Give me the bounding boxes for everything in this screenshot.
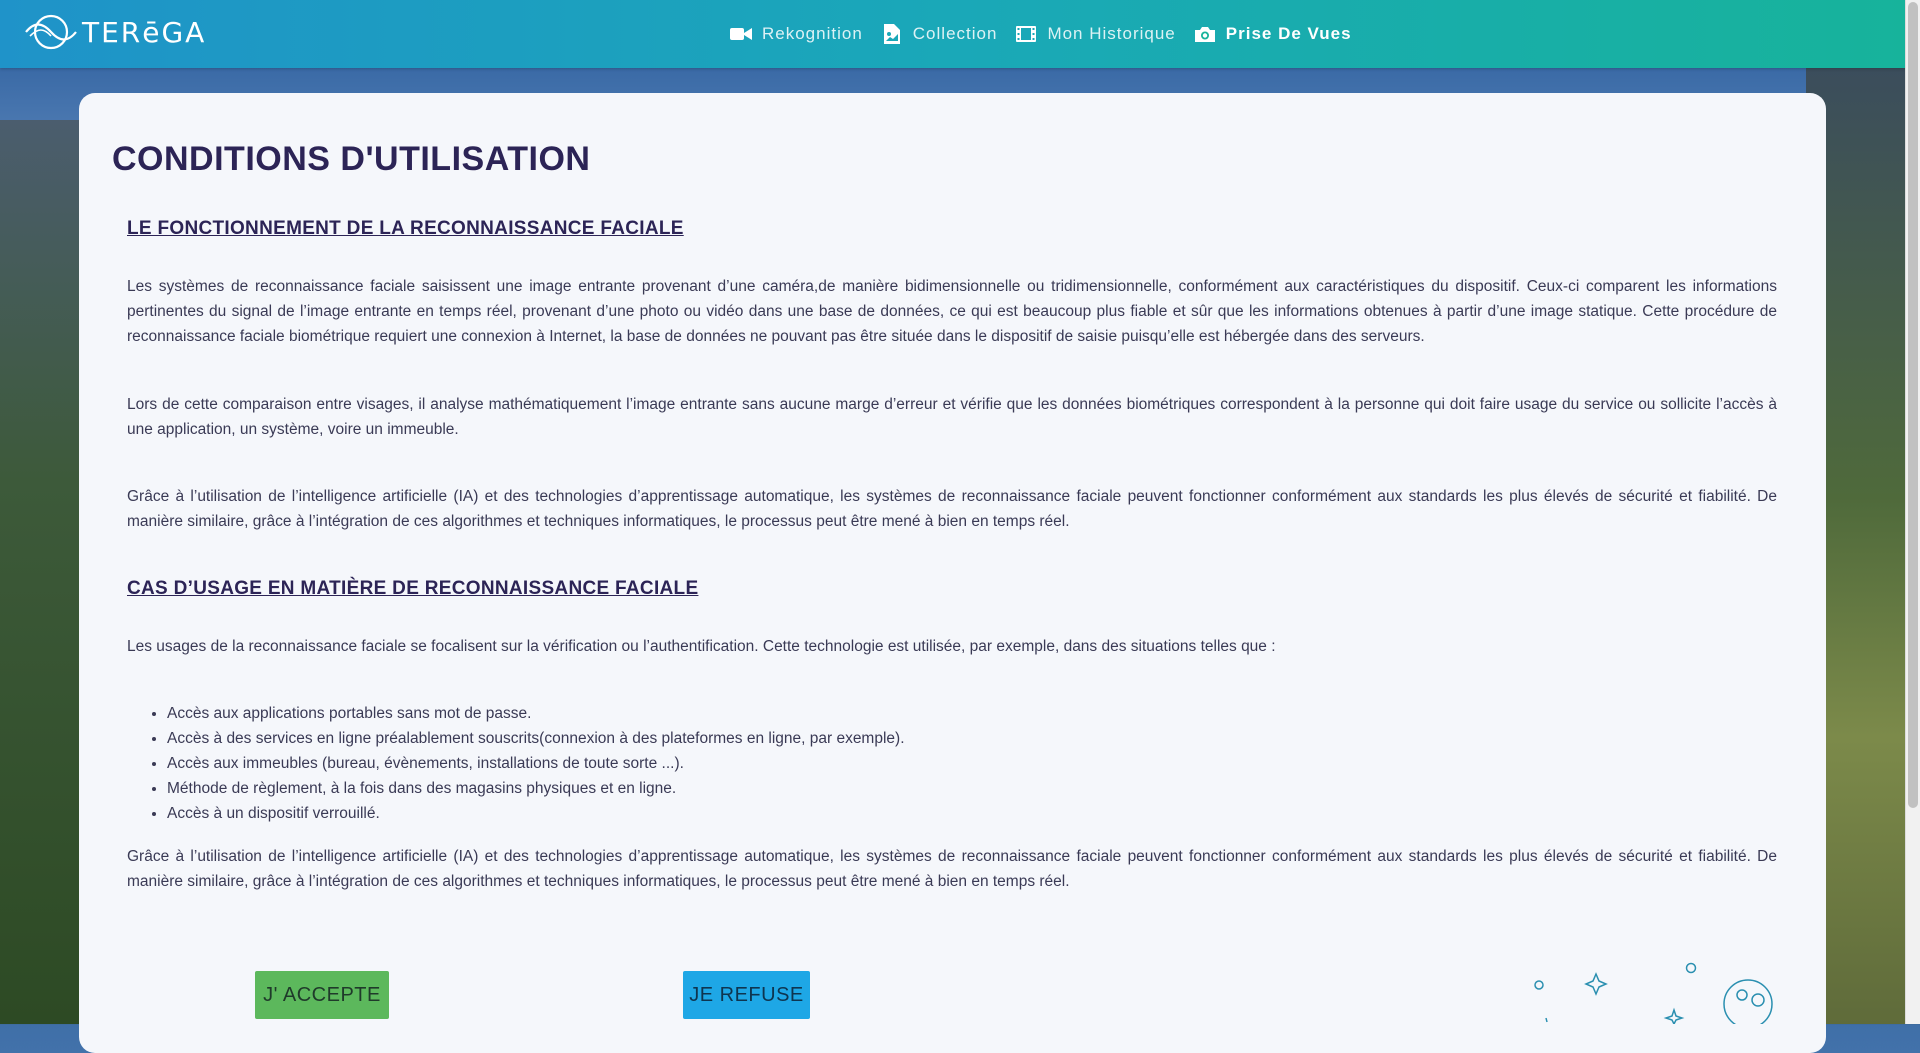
list-item: • Méthode de règlement, à la fois dans des magasins physiques et en ligne.: [167, 776, 905, 801]
decorative-stars-illustration: [1530, 960, 1790, 1024]
use-case-list: [127, 701, 905, 826]
background-mountain-left: [0, 120, 90, 1024]
scrollbar-thumb[interactable]: [1908, 2, 1918, 808]
nav-item-rekognition[interactable]: [730, 24, 863, 44]
refuse-button[interactable]: JE REFUSE: [683, 971, 810, 1019]
file-image-icon: [881, 24, 903, 44]
section-heading-cas-usage: CAS D’USAGE EN MATIÈRE DE RECONNAISSANCE FACIALE: [127, 578, 699, 599]
camera-icon: [1194, 24, 1216, 44]
accept-button[interactable]: J' ACCEPTE: [255, 971, 389, 1019]
brand-logo-icon: [24, 12, 78, 52]
nav-item-label: Prise De Vues: [1225, 24, 1352, 43]
list-item: • Accès à un dispositif verrouillé.: [167, 801, 905, 826]
brand-name: TERēGA: [82, 15, 207, 49]
film-icon: [1015, 24, 1037, 44]
list-item: • Accès à des services en ligne préalablement souscrits(connexion à des plateformes en ligne, par exemple).: [167, 726, 905, 751]
paragraph-intro: Les usages de la reconnaissance faciale se focalisent sur la vérification ou l’authentification. Cette technologie est utilisée, par exemple, dans des situations telles que :: [127, 638, 1276, 655]
nav-item-prise-de-vues[interactable]: [1194, 24, 1352, 44]
brand-logo[interactable]: [24, 12, 206, 52]
page-scrollbar[interactable]: [1905, 0, 1920, 1024]
nav-item-label: Rekognition: [762, 24, 863, 43]
section-heading-fonctionnement: LE FONCTIONNEMENT DE LA RECONNAISSANCE FACIALE: [127, 218, 684, 239]
paragraph-outro: Grâce à l’utilisation de l’intelligence artificielle (IA) et des technologies d’apprentissage automatique, les systèmes de reconnaissance faciale peuvent fonctionner conformément aux standards les plus élevés de sécurité et fiabilité. De manière similaire, grâce à l’intégration de ces algorithmes et techniques informatiques, le processus peut être mené à bien en temps réel.: [127, 848, 1777, 890]
paragraph: Lors de cette comparaison entre visages, il analyse mathématiquement l’image entrante sans aucune marge d’erreur et vérifie que les données biométriques correspondent à la personne qui doit faire usage du service ou sollicite l’accès à une application, un système, voire un immeuble.: [127, 396, 1777, 438]
list-item: • Accès aux immeubles (bureau, évènements, installations de toute sorte ...).: [167, 751, 905, 776]
paragraph: Grâce à l’utilisation de l’intelligence artificielle (IA) et des technologies d’apprentissage automatique, les systèmes de reconnaissance faciale peuvent fonctionner conformément aux standards les plus élevés de sécurité et fiabilité. De manière similaire, grâce à l’intégration de ces algorithmes et techniques informatiques, le processus peut être mené à bien en temps réel.: [127, 488, 1777, 530]
nav-item-label: Mon Historique: [1047, 24, 1176, 43]
page-title: CONDITIONS D'UTILISATION: [112, 140, 591, 178]
nav-item-label: Collection: [912, 24, 998, 43]
paragraph: Les systèmes de reconnaissance faciale saisissent une image entrante provenant d’une caméra,de manière bidimensionnelle ou tridimensionnelle, conformément aux caractéristiques du dispositif. Ceux-ci comparent les informations pertinentes du signal de l’image entrante en temps réel, provenant d’une photo ou vidéo dans une base de données, ce qui est beaucoup plus fiable et sûr que les informations obtenues à partir d’une image statique. Cette procédure de reconnaissance faciale biométrique requiert une connexion à Internet, la base de données ne pouvant pas être située dans le dispositif de saisie puisqu’elle est hébergée dans des serveurs.: [127, 278, 1777, 345]
video-camera-icon: [730, 24, 752, 44]
top-navbar: [0, 0, 1906, 68]
nav-item-collection[interactable]: [881, 24, 998, 44]
list-item: • Accès aux applications portables sans mot de passe.: [167, 701, 905, 726]
main-nav: [730, 0, 1370, 68]
nav-item-mon-historique[interactable]: [1015, 24, 1175, 44]
